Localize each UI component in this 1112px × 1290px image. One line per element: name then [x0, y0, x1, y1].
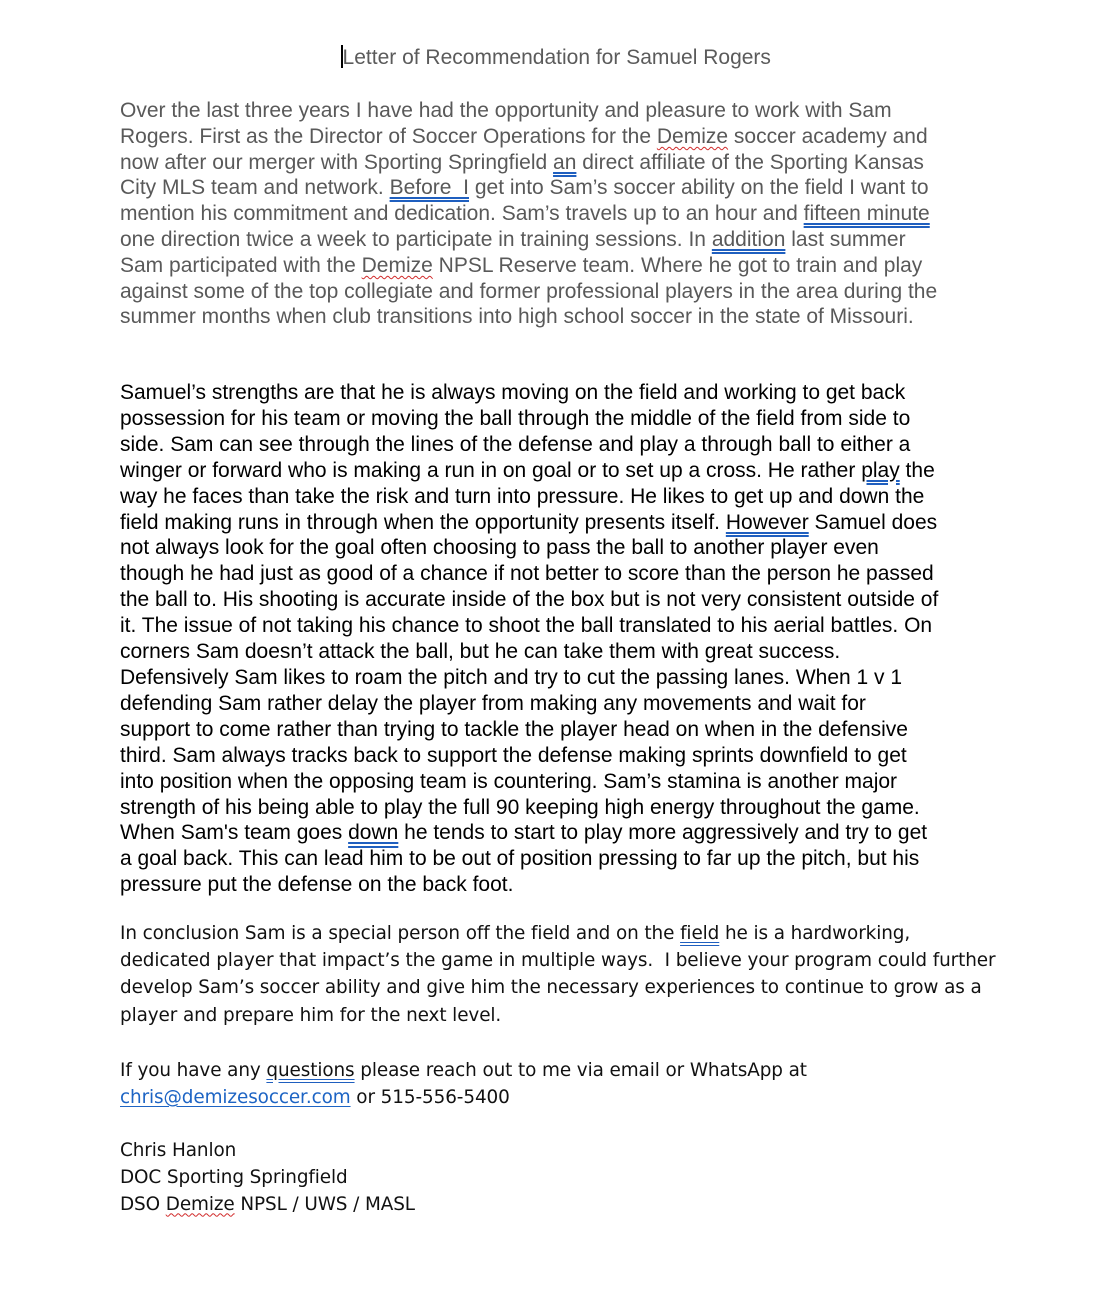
text-line: winger or forward who is making a run in on goal or to set up a cross. He rather play the: [120, 458, 935, 482]
text-line: When Sam's team goes down he tends to start to play more aggressively and try to get: [120, 821, 928, 845]
text-line: third. Sam always tracks back to support the defense making sprints downfield to get: [120, 743, 907, 767]
conclusion-paragraph: [120, 920, 1000, 1029]
signature-block: [120, 1138, 415, 1218]
text-line: City MLS team and network. Before I get into Sam’s soccer ability on the field I want to: [120, 176, 929, 200]
spelling-flag[interactable]: Demize: [165, 1193, 235, 1215]
text-line: into position when the opposing team is countering. Sam’s stamina is another major: [120, 769, 898, 793]
strengths-paragraph: [120, 380, 1000, 898]
text-line: develop Sam’s soccer ability and give him the necessary experiences to continue to grow as a: [120, 977, 982, 999]
text-line: summer months when club transitions into high school soccer in the state of Missouri.: [120, 305, 914, 329]
text-line: defending Sam rather delay the player from making any movements and wait for: [120, 691, 866, 715]
letter-title-text: Letter of Recommendation for Samuel Rogers: [342, 46, 771, 69]
text-line: the ball to. His shooting is accurate inside of the box but is not very consistent outside of: [120, 588, 939, 612]
text-line: it. The issue of not taking his chance to shoot the ball translated to his aerial battles. On: [120, 614, 933, 638]
text-line: though he had just as good of a chance if not better to score than the person he passed: [120, 562, 934, 586]
text-line: not always look for the goal often choosing to pass the ball to another player even: [120, 536, 879, 560]
intro-paragraph: [120, 98, 1000, 330]
text-line: Rogers. First as the Director of Soccer Operations for the Demize soccer academy and: [120, 124, 928, 148]
text-line: now after our merger with Sporting Springfield an direct affiliate of the Sporting Kansas: [120, 150, 924, 174]
text-line: chris@demizesoccer.com or 515-556-5400: [120, 1086, 510, 1108]
text-line: a goal back. This can lead him to be out of position pressing to far up the pitch, but his: [120, 847, 920, 871]
grammar-flag[interactable]: However: [725, 510, 809, 534]
text-line: possession for his team or moving the ball through the middle of the field from side to: [120, 406, 911, 430]
text-line: one direction twice a week to participate in training sessions. In addition last summer: [120, 227, 906, 251]
text-line: Over the last three years I have had the opportunity and pleasure to work with Sam: [120, 99, 892, 122]
text-line: way he faces than take the risk and turn into pressure. He likes to get up and down the: [120, 484, 925, 508]
grammar-flag[interactable]: an: [553, 150, 577, 174]
contact-paragraph: [120, 1058, 1000, 1111]
grammar-flag[interactable]: field: [680, 923, 720, 944]
text-line: dedicated player that impact’s the game in multiple ways. I believe your program could further: [120, 950, 996, 972]
text-line: Samuel’s strengths are that he is always moving on the field and working to get back: [120, 381, 906, 404]
text-line: strength of his being able to play the full 90 keeping high energy throughout the game.: [120, 795, 920, 819]
grammar-flag[interactable]: fifteen minute: [803, 202, 930, 226]
text-line: If you have any questions please reach out to me via email or WhatsApp at: [120, 1060, 807, 1081]
text-line: pressure put the defense on the back foot.: [120, 873, 514, 897]
letter-title: [0, 44, 1112, 72]
grammar-flag[interactable]: Before I: [389, 176, 469, 200]
text-line: Defensively Sam likes to roam the pitch and try to cut the passing lanes. When 1 v 1: [120, 665, 903, 689]
signer-name: Chris Hanlon: [120, 1140, 237, 1161]
signer-role: DOC Sporting Springfield: [120, 1166, 348, 1188]
text-line: mention his commitment and dedication. Sam’s travels up to an hour and fifteen minute: [120, 202, 930, 226]
grammar-flag[interactable]: play: [861, 458, 900, 482]
text-line: In conclusion Sam is a special person off the field and on the field he is a hardworking,: [120, 923, 911, 944]
grammar-flag[interactable]: questions: [266, 1060, 355, 1081]
text-line: corners Sam doesn’t attack the ball, but he can take them with great success.: [120, 640, 841, 664]
text-line: support to come rather than trying to tackle the player head on when in the defensive: [120, 717, 908, 741]
text-line: against some of the top collegiate and former professional players in the area during the: [120, 279, 938, 303]
grammar-flag[interactable]: down: [348, 821, 399, 845]
text-line: player and prepare him for the next level.: [120, 1004, 502, 1026]
text-line: side. Sam can see through the lines of the defense and play a through ball to either a: [120, 432, 911, 456]
spelling-flag[interactable]: Demize: [656, 124, 729, 148]
email-link[interactable]: chris@demizesoccer.com: [120, 1086, 351, 1108]
text-line: Sam participated with the Demize NPSL Reserve team. Where he got to train and play: [120, 253, 923, 277]
grammar-flag[interactable]: addition: [711, 227, 786, 251]
spelling-flag[interactable]: Demize: [361, 253, 433, 277]
text-line: field making runs in through when the opportunity presents itself. However Samuel does: [120, 510, 938, 534]
signer-role: DSO Demize NPSL / UWS / MASL: [120, 1193, 415, 1215]
